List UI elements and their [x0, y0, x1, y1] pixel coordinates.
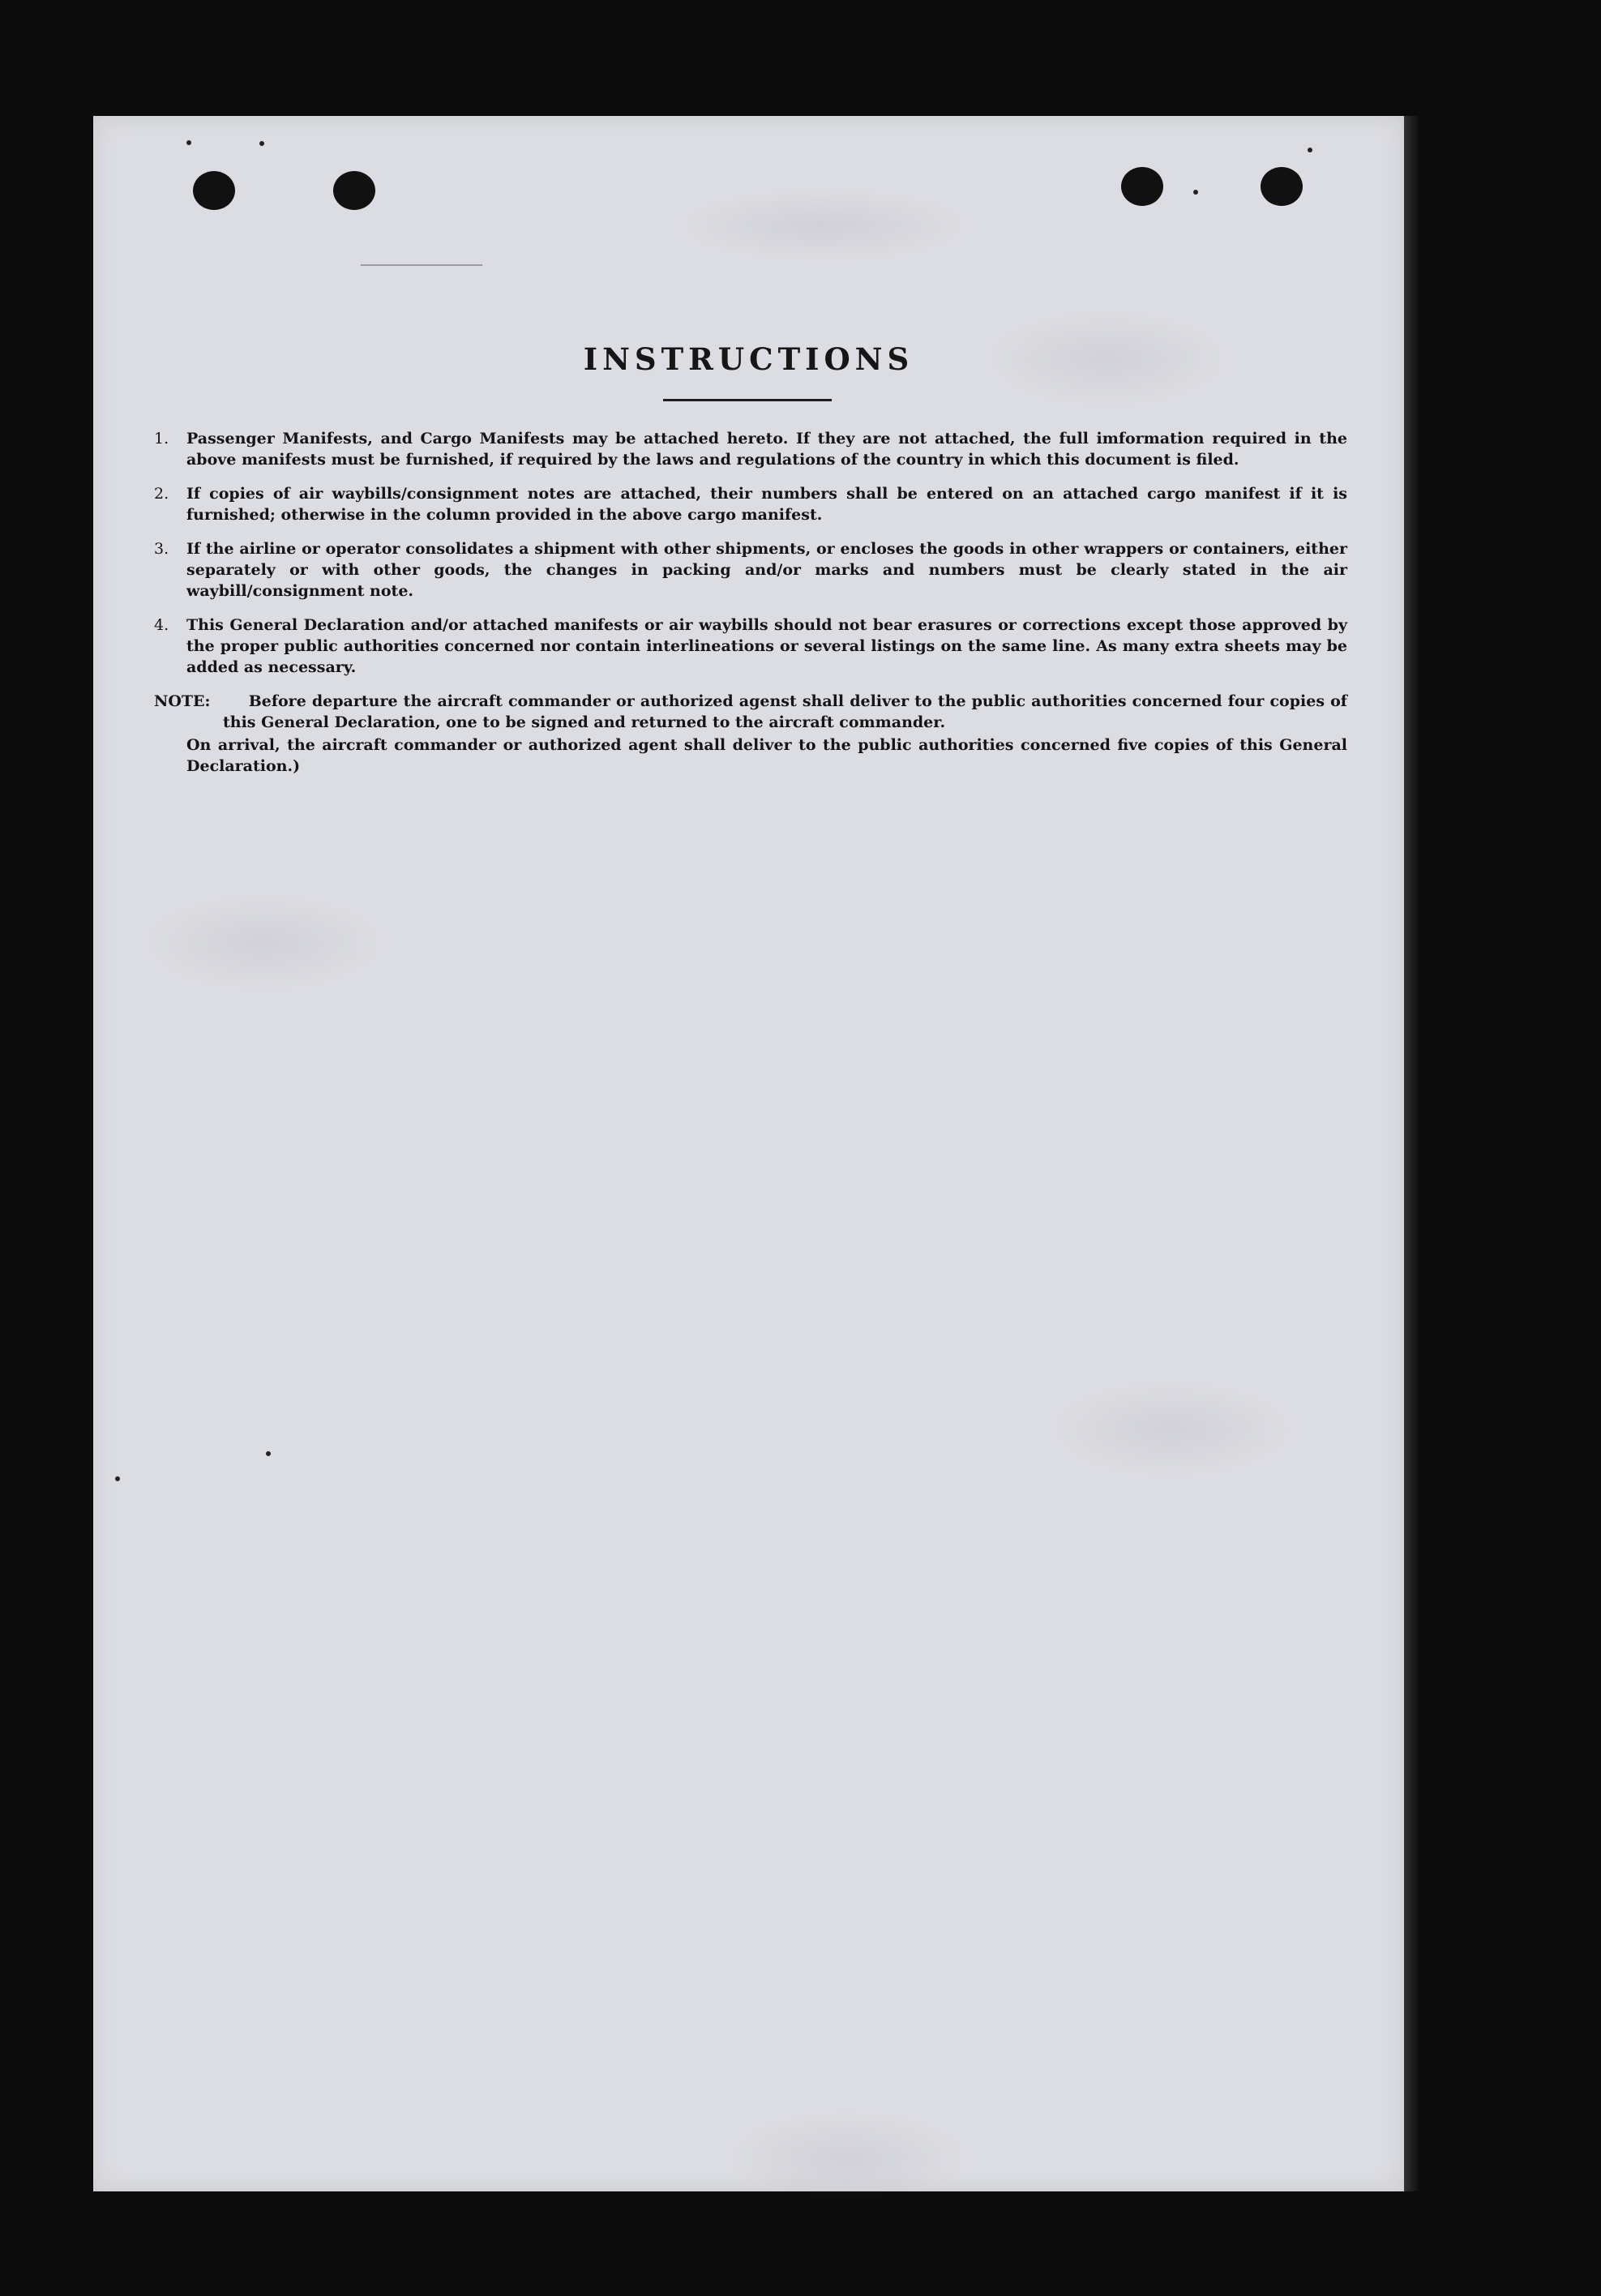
punch-hole-1 — [193, 171, 235, 210]
item-number: 4. — [154, 616, 169, 634]
item-text: If the airline or operator consolidates a shipment with other shipments, or encloses the goods in other wrappers or containers, either separately or with other goods, the changes in packing and/or marks and numbers must be clearly stated in the air waybill/consignment note. — [186, 540, 1347, 600]
stray-rule — [361, 264, 482, 266]
instructions-list — [154, 428, 1347, 777]
note-block — [154, 691, 1347, 777]
page-edge-shadow — [1404, 116, 1420, 2191]
speck — [1193, 190, 1198, 195]
item-text: If copies of air waybills/consignment notes are attached, their numbers shall be entered on an attached cargo manifest if it is furnished; otherwise in the column provided in the above cargo manifest. — [186, 485, 1347, 524]
punch-hole-3 — [1121, 167, 1163, 206]
instruction-item — [154, 428, 1347, 470]
note-arrival: On arrival, the aircraft commander or authorized agent shall deliver to the public authorities concerned five copies of this General Declaration.) — [186, 736, 1347, 775]
bleed-through-mark — [726, 2110, 969, 2208]
punch-hole-2 — [333, 171, 375, 210]
item-text: This General Declaration and/or attached manifests or air waybills should not bear erasures or corrections except those approved by the proper public authorities concerned nor contain interlineations or several listings on the same line. As many extra sheets may be added as necessary. — [186, 616, 1347, 676]
item-text: Passenger Manifests, and Cargo Manifests may be attached hereto. If they are not attached, the full imformation required in the above manifests must be furnished, if required by the laws and regulations of the country in which this document is filed. — [186, 430, 1347, 469]
item-number: 2. — [154, 485, 169, 503]
instruction-item — [154, 615, 1347, 678]
speck — [115, 1476, 120, 1481]
note-label: NOTE: — [154, 692, 211, 710]
speck — [186, 140, 191, 145]
instruction-item — [154, 483, 1347, 525]
item-number: 3. — [154, 540, 169, 558]
speck — [259, 141, 264, 146]
document-page — [93, 116, 1404, 2191]
speck — [266, 1451, 271, 1456]
instruction-item — [154, 538, 1347, 602]
bleed-through-mark — [142, 894, 385, 992]
item-number: 1. — [154, 430, 169, 448]
punch-hole-4 — [1261, 167, 1303, 206]
page-title: INSTRUCTIONS — [583, 341, 914, 377]
bleed-through-header — [677, 189, 969, 262]
note-departure: Before departure the aircraft commander or authorized agenst shall deliver to the public authorities concerned four copies of this General Declaration, one to be signed and returned to the aircraft commander. — [223, 692, 1347, 731]
title-underline — [663, 399, 832, 401]
bleed-through-mark — [1050, 1381, 1293, 1478]
speck — [1308, 148, 1312, 152]
note-departure-wrap — [223, 691, 1347, 733]
